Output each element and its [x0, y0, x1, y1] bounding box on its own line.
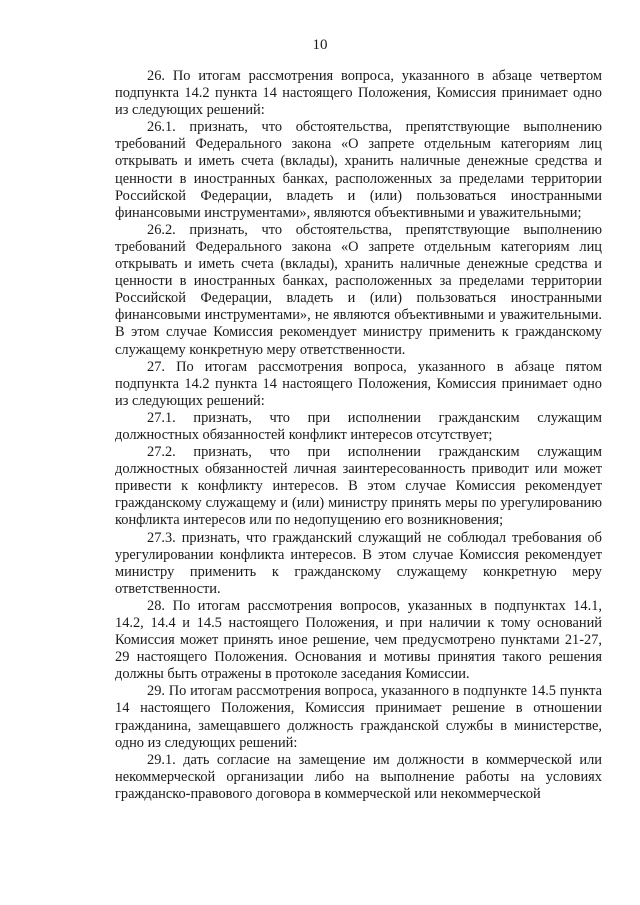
page-number: 10	[312, 37, 328, 53]
document-body	[115, 68, 602, 803]
paragraph-27-3: 27.3. признать, что гражданский служащий не соблюдал требования об урегулировании конфликта интересов. В этом случае Комиссия рекомендует министру применить к гражданскому служащему конкретную меру ответственности.	[115, 529, 602, 597]
paragraph-26: 26. По итогам рассмотрения вопроса, указанного в абзаце четвертом подпункта 14.2 пункта 14 настоящего Положения, Комиссия принимает одно из следующих решений:	[115, 68, 602, 119]
paragraph-27: 27. По итогам рассмотрения вопроса, указанного в абзаце пятом подпункта 14.2 пункта 14 настоящего Положения, Комиссия принимает одно из следующих решений:	[115, 358, 602, 409]
paragraph-27-2: 27.2. признать, что при исполнении гражданским служащим должностных обязанностей личная заинтересованность приводит или может привести к конфликту интересов. В этом случае Комиссия рекомендует гражданскому служащему и (или) министру принять меры по урегулированию конфликта интересов или по недопущению его возникновения;	[115, 444, 602, 529]
paragraph-26-2: 26.2. признать, что обстоятельства, препятствующие выполнению требований Федерального закона «О запрете отдельным категориям лиц открывать и иметь счета (вклады), хранить наличные денежные средства и ценности в иностранных банках, расположенных за пределами территории Российской Федерации, владеть и (или) пользоваться иностранными финансовыми инструментами», не являются объективными и уважительными. В этом случае Комиссия рекомендует министру применить к гражданскому служащему конкретную меру ответственности.	[115, 221, 602, 358]
paragraph-29: 29. По итогам рассмотрения вопроса, указанного в подпункте 14.5 пункта 14 настоящего Положения, Комиссия принимает решение в отношении гражданина, замещавшего должность гражданской службы в министерстве, одно из следующих решений:	[115, 683, 602, 751]
paragraph-26-1: 26.1. признать, что обстоятельства, препятствующие выполнению требований Федерального закона «О запрете отдельным категориям лиц открывать и иметь счета (вклады), хранить наличные денежные средства и ценности в иностранных банках, расположенных за пределами территории Российской Федерации, владеть и (или) пользоваться иностранными финансовыми инструментами», являются объективными и уважительными;	[115, 119, 602, 221]
paragraph-27-1: 27.1. признать, что при исполнении гражданским служащим должностных обязанностей конфликт интересов отсутствует;	[115, 409, 602, 443]
paragraph-29-1: 29.1. дать согласие на замещение им должности в коммерческой или некоммерческой организации либо на выполнение работы на условиях гражданско-правового договора в коммерческой или некоммерческой	[115, 751, 602, 802]
paragraph-28: 28. По итогам рассмотрения вопросов, указанных в подпунктах 14.1, 14.2, 14.4 и 14.5 настоящего Положения, и при наличии к тому оснований Комиссия может принять иное решение, чем предусмотрено пунктами 21-27, 29 настоящего Положения. Основания и мотивы принятия такого решения должны быть отражены в протоколе заседания Комиссии.	[115, 597, 602, 683]
